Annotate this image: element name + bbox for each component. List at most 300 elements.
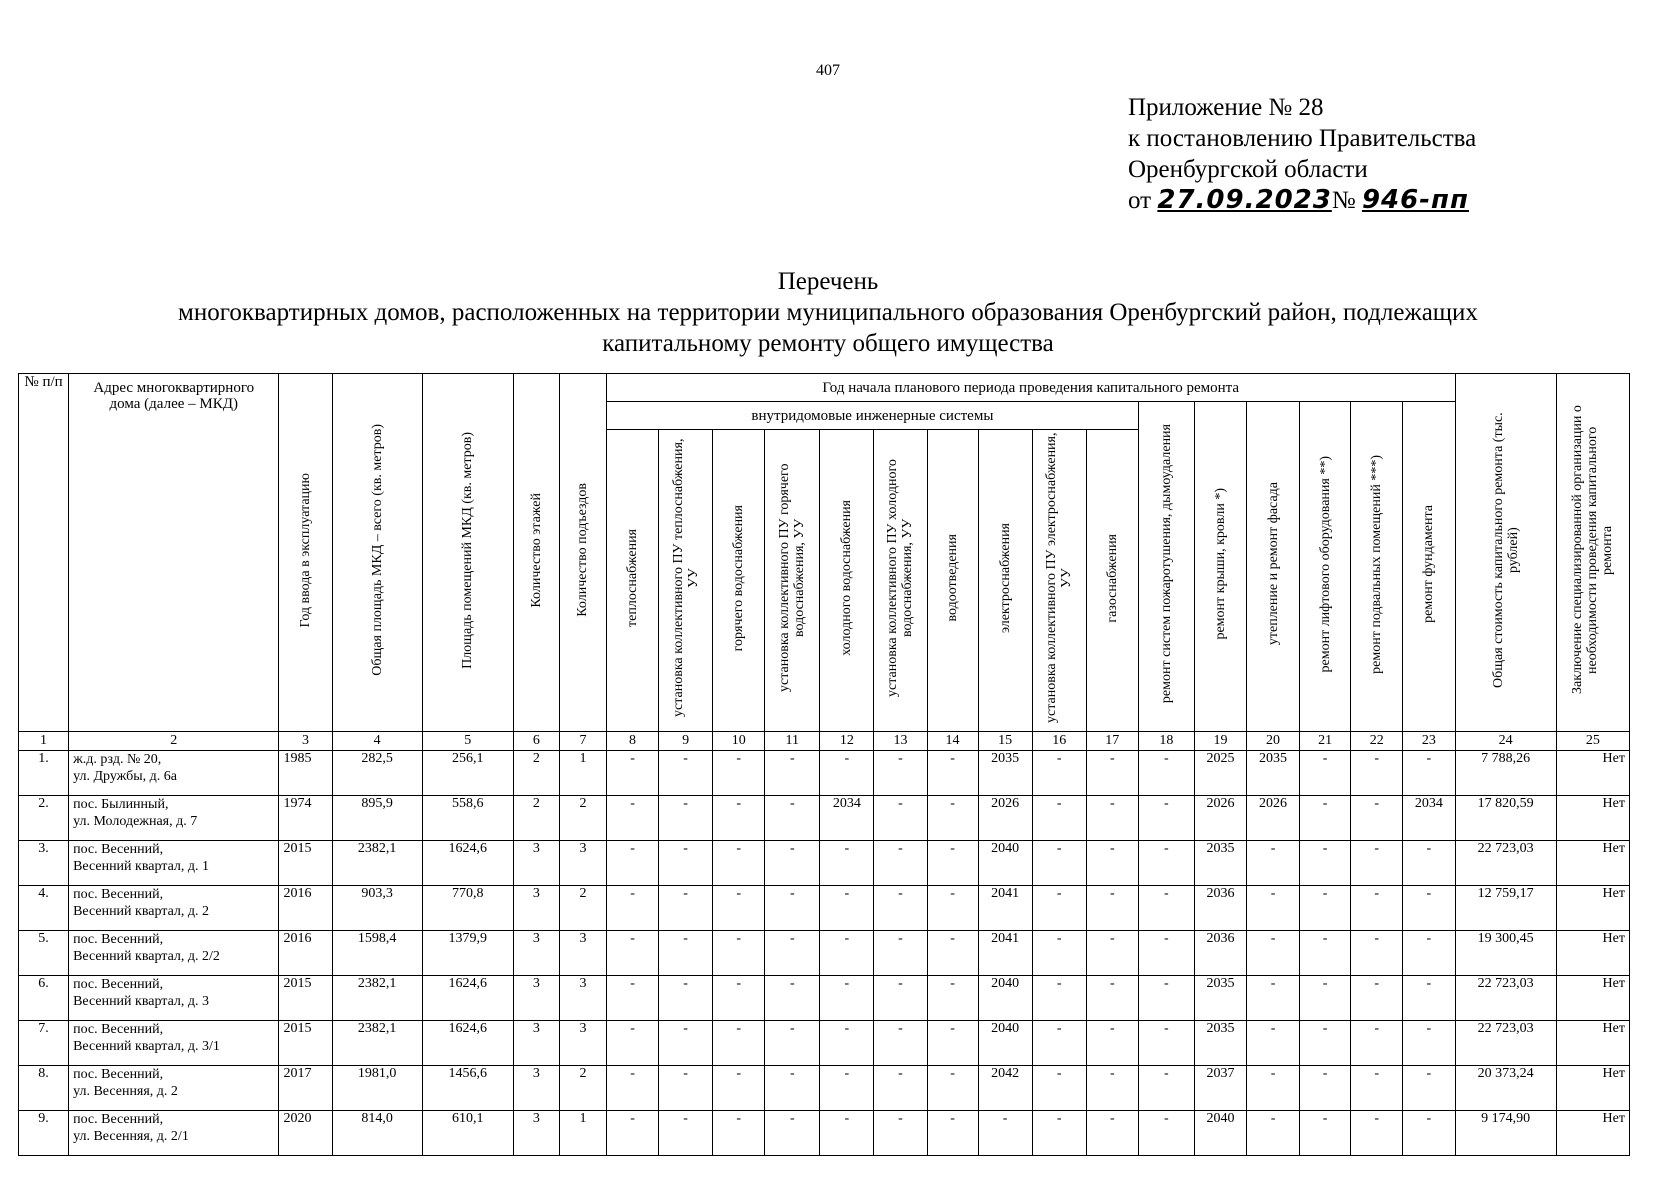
row-year: 2017	[279, 1066, 332, 1111]
column-number: 10	[713, 732, 765, 751]
column-number: 6	[513, 732, 559, 751]
row-period-cell: -	[765, 751, 820, 796]
row-period-cell: -	[820, 751, 874, 796]
address-line: пос. Весенний,	[73, 887, 164, 902]
row-floors: 3	[513, 886, 559, 931]
row-premises-area: 558,6	[422, 796, 513, 841]
row-period-cell: -	[1032, 1066, 1086, 1111]
row-period-cell: -	[1086, 1066, 1138, 1111]
row-year: 2016	[279, 886, 332, 931]
appendix-title: Приложение № 28	[1128, 94, 1324, 121]
row-period-cell: -	[874, 751, 927, 796]
row-period-cell: -	[1247, 1066, 1300, 1111]
document-title: Перечень	[777, 268, 879, 295]
row-premises-area: 1624,6	[422, 976, 513, 1021]
column-number: 20	[1247, 732, 1300, 751]
row-period-cell: -	[1300, 886, 1351, 931]
row-address	[69, 976, 279, 1021]
row-period-cell: -	[606, 931, 658, 976]
row-period-cell: -	[927, 1021, 978, 1066]
column-number: 25	[1556, 732, 1629, 751]
row-period-cell: 2036	[1194, 886, 1246, 931]
row-period-cell: -	[1351, 1111, 1403, 1156]
table-row	[19, 751, 1630, 796]
row-period-cell: -	[765, 976, 820, 1021]
row-period-cell: 2041	[978, 931, 1032, 976]
column-number: 16	[1032, 732, 1086, 751]
row-period-cell: -	[1300, 931, 1351, 976]
row-conclusion: Нет	[1556, 976, 1629, 1021]
header-col19: ремонт крыши, кровли *)	[1194, 402, 1246, 732]
row-period-cell: -	[606, 841, 658, 886]
table-row	[19, 976, 1630, 1021]
address-line: Весенний квартал, д. 2	[73, 904, 210, 919]
row-entrances: 1	[559, 1111, 606, 1156]
row-period-cell: -	[927, 931, 978, 976]
row-period-cell: -	[1247, 1021, 1300, 1066]
row-period-cell: -	[874, 1021, 927, 1066]
header-col11: установка коллективного ПУ горячего водоснабжения, УУ	[765, 430, 820, 732]
row-period-cell: -	[874, 796, 927, 841]
row-period-cell: -	[659, 841, 713, 886]
row-period-cell: -	[1138, 976, 1194, 1021]
row-total-area: 2382,1	[332, 976, 422, 1021]
row-conclusion: Нет	[1556, 886, 1629, 931]
row-period-cell: -	[874, 886, 927, 931]
row-year: 1974	[279, 796, 332, 841]
address-line: пос. Весенний,	[73, 1067, 164, 1082]
row-period-cell: -	[927, 796, 978, 841]
row-period-cell: -	[874, 1066, 927, 1111]
address-line: ул. Дружбы, д. 6а	[73, 769, 177, 784]
row-period-cell: -	[606, 751, 658, 796]
row-address	[69, 931, 279, 976]
row-address	[69, 841, 279, 886]
header-col10: горячего водоснабжения	[713, 430, 765, 732]
row-total-area: 903,3	[332, 886, 422, 931]
row-period-cell: -	[713, 886, 765, 931]
row-period-cell: -	[1032, 1021, 1086, 1066]
row-entrances: 3	[559, 976, 606, 1021]
row-number: 5.	[19, 931, 69, 976]
header-period-group: Год начала планового периода проведения капитального ремонта	[606, 374, 1455, 402]
row-premises-area: 1624,6	[422, 841, 513, 886]
row-entrances: 1	[559, 751, 606, 796]
column-number-row	[19, 732, 1630, 751]
header-col16: установка коллективного ПУ электроснабжения, УУ	[1032, 430, 1086, 732]
column-number: 21	[1300, 732, 1351, 751]
row-period-cell: -	[1300, 751, 1351, 796]
row-period-cell: -	[1032, 796, 1086, 841]
header-num: № п/п	[19, 374, 69, 732]
header-systems-group: внутридомовые инженерные системы	[606, 402, 1138, 430]
row-period-cell: -	[1247, 931, 1300, 976]
row-conclusion: Нет	[1556, 751, 1629, 796]
column-number: 19	[1194, 732, 1246, 751]
row-period-cell: -	[713, 841, 765, 886]
row-period-cell: -	[978, 1111, 1032, 1156]
row-entrances: 2	[559, 796, 606, 841]
row-period-cell: -	[1403, 1021, 1455, 1066]
from-label: от	[1128, 187, 1152, 214]
row-period-cell: -	[765, 1111, 820, 1156]
row-period-cell: -	[1403, 751, 1455, 796]
row-conclusion: Нет	[1556, 1021, 1629, 1066]
header-conclusion: Заключение специализированной организации о необходимости проведения капитального ремонта	[1556, 374, 1629, 732]
row-period-cell: 2037	[1194, 1066, 1246, 1111]
row-period-cell: 2041	[978, 886, 1032, 931]
header-col13: установка коллективного ПУ холодного водоснабжения, УУ	[874, 430, 927, 732]
address-line: Весенний квартал, д. 2/2	[73, 949, 220, 964]
row-period-cell: -	[927, 886, 978, 931]
address-line: Весенний квартал, д. 3/1	[73, 1039, 220, 1054]
row-total-cost: 22 723,03	[1455, 1021, 1556, 1066]
row-period-cell: -	[606, 1021, 658, 1066]
row-period-cell: -	[765, 796, 820, 841]
row-conclusion: Нет	[1556, 841, 1629, 886]
row-period-cell: -	[1032, 976, 1086, 1021]
row-period-cell: -	[765, 931, 820, 976]
column-number: 12	[820, 732, 874, 751]
header-col12: холодного водоснабжения	[820, 430, 874, 732]
page-number: 407	[816, 62, 840, 79]
row-premises-area: 1379,9	[422, 931, 513, 976]
header-total-area: Общая площадь МКД – всего (кв. метров)	[332, 374, 422, 732]
column-number: 23	[1403, 732, 1455, 751]
row-entrances: 3	[559, 841, 606, 886]
row-floors: 3	[513, 841, 559, 886]
header-col23: ремонт фундамента	[1403, 402, 1455, 732]
row-period-cell: -	[1403, 931, 1455, 976]
row-period-cell: -	[1403, 886, 1455, 931]
row-period-cell: -	[1138, 1021, 1194, 1066]
row-period-cell: -	[820, 931, 874, 976]
row-conclusion: Нет	[1556, 931, 1629, 976]
table-row	[19, 1066, 1630, 1111]
appendix-decree: к постановлению Правительства	[1128, 125, 1477, 152]
row-period-cell: -	[1351, 1066, 1403, 1111]
row-period-cell: -	[1032, 841, 1086, 886]
address-line: пос. Весенний,	[73, 1112, 164, 1127]
row-period-cell: -	[1403, 1111, 1455, 1156]
row-premises-area: 256,1	[422, 751, 513, 796]
document-subtitle-cont: капитальному ремонту общего имущества	[602, 330, 1054, 357]
row-entrances: 3	[559, 931, 606, 976]
row-period-cell: -	[1138, 886, 1194, 931]
column-number: 7	[559, 732, 606, 751]
address-line: ж.д. рзд. № 20,	[73, 752, 162, 767]
row-period-cell: -	[1403, 1066, 1455, 1111]
table-row	[19, 931, 1630, 976]
row-number: 8.	[19, 1066, 69, 1111]
row-period-cell: -	[659, 1111, 713, 1156]
address-line: ул. Весенняя, д. 2/1	[73, 1129, 189, 1144]
table-row	[19, 841, 1630, 886]
row-period-cell: -	[1351, 1021, 1403, 1066]
row-total-cost: 22 723,03	[1455, 841, 1556, 886]
header-col14: водоотведения	[927, 430, 978, 732]
row-period-cell: -	[659, 1066, 713, 1111]
row-year: 2016	[279, 931, 332, 976]
address-line: ул. Весенняя, д. 2	[73, 1084, 178, 1099]
row-period-cell: -	[765, 886, 820, 931]
row-period-cell: -	[659, 976, 713, 1021]
row-period-cell: -	[874, 976, 927, 1021]
row-floors: 3	[513, 1021, 559, 1066]
row-number: 7.	[19, 1021, 69, 1066]
row-year: 2015	[279, 976, 332, 1021]
row-total-area: 1981,0	[332, 1066, 422, 1111]
row-number: 3.	[19, 841, 69, 886]
column-number: 14	[927, 732, 978, 751]
row-period-cell: -	[1351, 931, 1403, 976]
handwritten-number: 946-пп	[1361, 185, 1469, 215]
row-total-area: 2382,1	[332, 841, 422, 886]
row-period-cell: -	[927, 976, 978, 1021]
header-col20: утепление и ремонт фасада	[1247, 402, 1300, 732]
header-col18: ремонт систем пожаротушения, дымоудаления	[1138, 402, 1194, 732]
row-period-cell: 2040	[978, 1021, 1032, 1066]
row-floors: 2	[513, 796, 559, 841]
row-period-cell: -	[606, 976, 658, 1021]
row-period-cell: 2026	[1247, 796, 1300, 841]
row-total-area: 814,0	[332, 1111, 422, 1156]
column-number: 13	[874, 732, 927, 751]
header-premises-area: Площадь помещений МКД (кв. метров)	[422, 374, 513, 732]
row-period-cell: -	[820, 1021, 874, 1066]
row-period-cell: -	[606, 796, 658, 841]
row-period-cell: -	[606, 1111, 658, 1156]
address-line: пос. Весенний,	[73, 977, 164, 992]
header-total-cost: Общая стоимость капитального ремонта (тыс. рублей)	[1455, 374, 1556, 732]
row-period-cell: -	[1300, 1111, 1351, 1156]
row-period-cell: 2035	[1194, 841, 1246, 886]
row-period-cell: -	[713, 1066, 765, 1111]
row-period-cell: -	[1247, 1111, 1300, 1156]
row-period-cell: -	[606, 886, 658, 931]
row-period-cell: -	[927, 1066, 978, 1111]
row-period-cell: -	[713, 931, 765, 976]
address-line: Весенний квартал, д. 3	[73, 994, 210, 1009]
row-premises-area: 1456,6	[422, 1066, 513, 1111]
row-period-cell: -	[1138, 841, 1194, 886]
column-number: 17	[1086, 732, 1138, 751]
row-period-cell: -	[606, 1066, 658, 1111]
row-period-cell: -	[874, 1111, 927, 1156]
row-address	[69, 886, 279, 931]
row-period-cell: -	[1032, 931, 1086, 976]
row-period-cell: -	[713, 1111, 765, 1156]
row-period-cell: -	[713, 976, 765, 1021]
row-period-cell: -	[1351, 841, 1403, 886]
column-number: 1	[19, 732, 69, 751]
column-number: 5	[422, 732, 513, 751]
row-period-cell: -	[1086, 1021, 1138, 1066]
column-number: 8	[606, 732, 658, 751]
row-entrances: 2	[559, 1066, 606, 1111]
row-number: 9.	[19, 1111, 69, 1156]
row-conclusion: Нет	[1556, 1111, 1629, 1156]
row-premises-area: 1624,6	[422, 1021, 513, 1066]
row-floors: 3	[513, 976, 559, 1021]
row-entrances: 3	[559, 1021, 606, 1066]
row-period-cell: -	[1086, 976, 1138, 1021]
row-period-cell: 2034	[820, 796, 874, 841]
header-col9: установка коллективного ПУ теплоснабжения, УУ	[659, 430, 713, 732]
row-total-cost: 12 759,17	[1455, 886, 1556, 931]
header-address: Адрес многоквартирного дома (далее – МКД)	[69, 374, 279, 732]
row-period-cell: -	[713, 751, 765, 796]
row-period-cell: -	[1403, 976, 1455, 1021]
number-label: №	[1331, 187, 1356, 214]
row-period-cell: -	[1300, 1021, 1351, 1066]
row-total-area: 282,5	[332, 751, 422, 796]
column-number: 24	[1455, 732, 1556, 751]
row-period-cell: -	[1351, 751, 1403, 796]
row-period-cell: 2026	[978, 796, 1032, 841]
row-period-cell: -	[1138, 751, 1194, 796]
row-number: 2.	[19, 796, 69, 841]
row-total-cost: 22 723,03	[1455, 976, 1556, 1021]
row-period-cell: 2034	[1403, 796, 1455, 841]
address-line: пос. Былинный,	[73, 797, 169, 812]
row-period-cell: -	[1086, 886, 1138, 931]
row-total-cost: 9 174,90	[1455, 1111, 1556, 1156]
table-row	[19, 1021, 1630, 1066]
address-line: ул. Молодежная, д. 7	[73, 814, 198, 829]
row-period-cell: -	[1300, 841, 1351, 886]
row-period-cell: -	[1032, 1111, 1086, 1156]
row-period-cell: -	[820, 1111, 874, 1156]
row-period-cell: -	[659, 751, 713, 796]
document-subtitle: многоквартирных домов, расположенных на территории муниципального образования Оренбургский район, подлежащих	[178, 299, 1478, 326]
row-period-cell: -	[1403, 841, 1455, 886]
column-number: 2	[69, 732, 279, 751]
table-row	[19, 886, 1630, 931]
row-total-cost: 19 300,45	[1455, 931, 1556, 976]
row-floors: 3	[513, 1111, 559, 1156]
row-year: 2015	[279, 1021, 332, 1066]
row-period-cell: -	[1300, 796, 1351, 841]
row-period-cell: -	[1032, 886, 1086, 931]
row-period-cell: -	[659, 886, 713, 931]
row-conclusion: Нет	[1556, 796, 1629, 841]
row-period-cell: -	[1300, 976, 1351, 1021]
row-total-area: 1598,4	[332, 931, 422, 976]
row-period-cell: -	[1351, 976, 1403, 1021]
row-period-cell: -	[820, 886, 874, 931]
row-period-cell: -	[1247, 886, 1300, 931]
appendix-block	[1128, 92, 1476, 216]
appendix-region: Оренбургской области	[1128, 156, 1368, 183]
address-line: Весенний квартал, д. 1	[73, 859, 210, 874]
row-period-cell: -	[874, 931, 927, 976]
address-line: пос. Весенний,	[73, 932, 164, 947]
row-address	[69, 1111, 279, 1156]
row-period-cell: -	[1086, 931, 1138, 976]
header-col8: теплоснабжения	[606, 430, 658, 732]
row-period-cell: -	[1138, 1111, 1194, 1156]
row-period-cell: -	[820, 1066, 874, 1111]
row-period-cell: -	[659, 1021, 713, 1066]
buildings-table	[18, 373, 1630, 1156]
row-address	[69, 1021, 279, 1066]
column-number: 9	[659, 732, 713, 751]
row-year: 2015	[279, 841, 332, 886]
header-entrances: Количество подъездов	[559, 374, 606, 732]
column-number: 18	[1138, 732, 1194, 751]
row-period-cell: 2040	[978, 976, 1032, 1021]
row-year: 1985	[279, 751, 332, 796]
row-period-cell: 2026	[1194, 796, 1246, 841]
row-period-cell: -	[927, 841, 978, 886]
row-period-cell: -	[1138, 796, 1194, 841]
row-year: 2020	[279, 1111, 332, 1156]
row-period-cell: 2036	[1194, 931, 1246, 976]
row-period-cell: -	[1086, 841, 1138, 886]
row-address	[69, 751, 279, 796]
appendix-date-line	[1128, 185, 1476, 216]
row-address	[69, 1066, 279, 1111]
row-period-cell: -	[659, 931, 713, 976]
column-number: 3	[279, 732, 332, 751]
row-period-cell: 2035	[978, 751, 1032, 796]
row-period-cell: -	[1351, 886, 1403, 931]
row-total-cost: 7 788,26	[1455, 751, 1556, 796]
row-period-cell: 2040	[978, 841, 1032, 886]
row-period-cell: -	[820, 976, 874, 1021]
row-floors: 3	[513, 1066, 559, 1111]
row-floors: 3	[513, 931, 559, 976]
row-period-cell: 2040	[1194, 1111, 1246, 1156]
row-entrances: 2	[559, 886, 606, 931]
row-period-cell: -	[820, 841, 874, 886]
row-period-cell: -	[1300, 1066, 1351, 1111]
row-period-cell: -	[713, 796, 765, 841]
row-period-cell: 2025	[1194, 751, 1246, 796]
row-period-cell: -	[927, 751, 978, 796]
table-row	[19, 796, 1630, 841]
row-total-cost: 17 820,59	[1455, 796, 1556, 841]
row-period-cell: -	[765, 1066, 820, 1111]
row-total-cost: 20 373,24	[1455, 1066, 1556, 1111]
row-period-cell: -	[1138, 1066, 1194, 1111]
row-period-cell: -	[1247, 841, 1300, 886]
row-period-cell: -	[1138, 931, 1194, 976]
row-period-cell: -	[1351, 796, 1403, 841]
column-number: 22	[1351, 732, 1403, 751]
header-floors: Количество этажей	[513, 374, 559, 732]
row-premises-area: 770,8	[422, 886, 513, 931]
address-line: пос. Весенний,	[73, 1022, 164, 1037]
row-period-cell: -	[927, 1111, 978, 1156]
row-period-cell: 2035	[1247, 751, 1300, 796]
row-total-area: 2382,1	[332, 1021, 422, 1066]
header-year: Год ввода в эксплуатацию	[279, 374, 332, 732]
row-period-cell: 2035	[1194, 976, 1246, 1021]
row-period-cell: -	[1247, 976, 1300, 1021]
row-period-cell: -	[1086, 796, 1138, 841]
header-col21: ремонт лифтового оборудования **)	[1300, 402, 1351, 732]
row-number: 4.	[19, 886, 69, 931]
handwritten-date: 27.09.2023	[1157, 185, 1332, 215]
row-address	[69, 796, 279, 841]
column-number: 4	[332, 732, 422, 751]
header-col22: ремонт подвальных помещений ***)	[1351, 402, 1403, 732]
row-period-cell: -	[1032, 751, 1086, 796]
row-period-cell: 2035	[1194, 1021, 1246, 1066]
row-period-cell: -	[713, 1021, 765, 1066]
